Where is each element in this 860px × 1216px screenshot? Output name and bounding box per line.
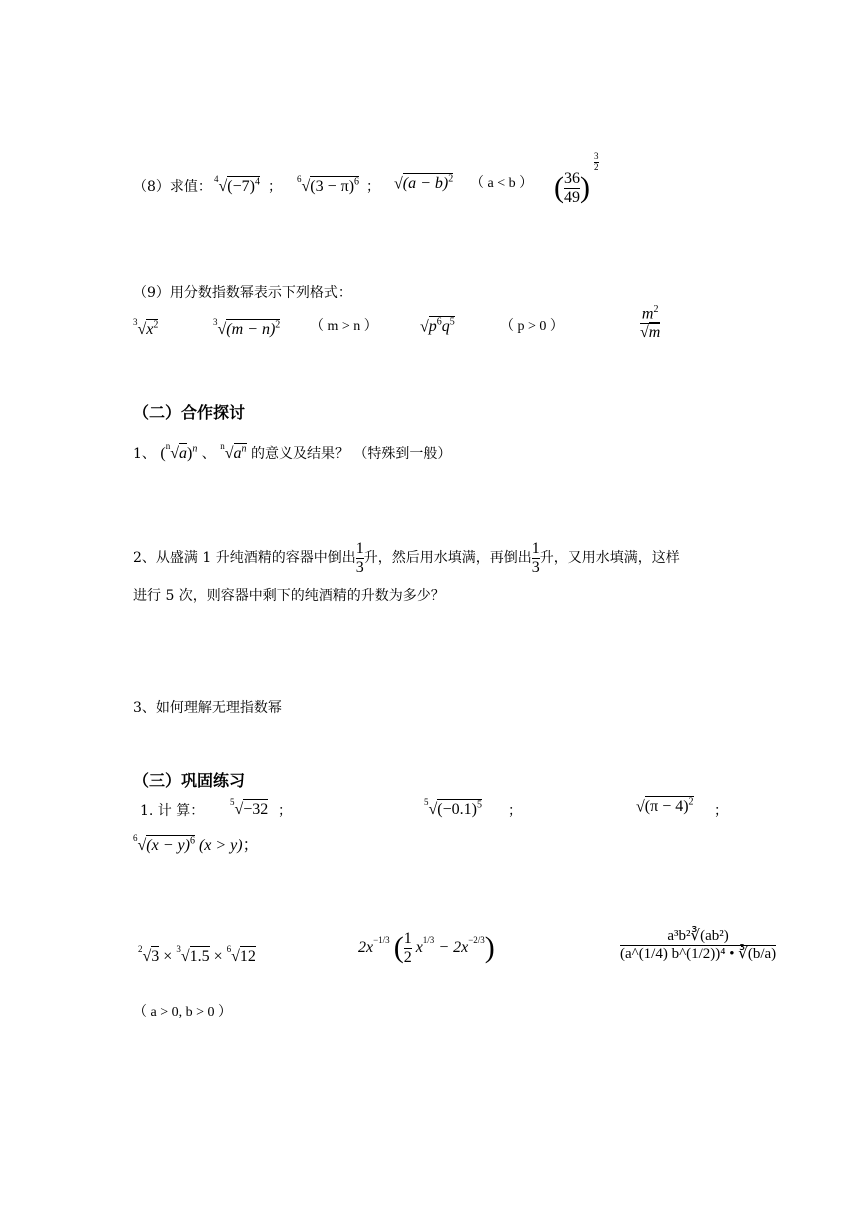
section-2-title: （二）合作探讨	[133, 403, 246, 422]
calc-expr-6: $2x^{-1/3}$ ( $\frac{1}{2}$ $x^{1/3} - 2x^{-2/3}$)	[358, 930, 495, 966]
q8-label: （8）求值：	[133, 179, 212, 195]
calc-semi-2: ；	[508, 803, 522, 819]
q8-expr-1: $^4√(-7)^4$	[214, 174, 260, 195]
calc-semi-1: ；	[278, 803, 292, 819]
sec2-item-2: 2、从盛满 1 升纯酒精的容器中倒出 $\frac{1}{3}$ 升，然后用水填满，再倒出 $\frac{1}{3}$ 升，又用水填满，这样	[133, 540, 680, 576]
calc-expr-2: $^5√(-0.1)^5$	[424, 797, 482, 818]
calc-expr-3: $√(\pi - 4)^2$	[636, 797, 694, 816]
calc-semi-3: ；	[714, 803, 728, 819]
sec2-item-3: 3、如何理解无理指数幂	[133, 700, 282, 716]
section-3-title: （三）巩固练习	[133, 771, 246, 790]
sec2-item-1: 1、 $(^n√a)^n$ 、 $^n√a^n$ 的意义及结果？ （特殊到一般）	[133, 441, 452, 462]
q9-condition-3: （ p > 0 ）	[500, 319, 564, 334]
calc-expr-1: $^5$√−32	[230, 797, 269, 818]
final-condition: （ a > 0, b > 0 ）	[133, 1005, 233, 1020]
q8-expr-3: $√(a - b)^2$	[394, 174, 454, 193]
calc-expr-4: $^6√(x - y)^6$ (x > y)；	[133, 833, 259, 854]
q9-expr-2: $^3√(m - n)^2$	[213, 317, 281, 338]
q9-expr-3: $√p^6q^5$	[420, 317, 455, 336]
calc-expr-7: $\frac{\text{a³b²∛(ab²)}}{\text{(a\textasciicircum{}(1/4) b\textasciicircum{}(1/2))⁴ • ∛(b/a)}}$	[620, 928, 777, 962]
q9-label: （9）用分数指数幂表示下列格式：	[133, 285, 352, 301]
q9-condition-2: （ m > n ）	[310, 319, 378, 334]
q8-expr-2: $^6√(3 - \pi)^6$	[297, 174, 360, 195]
q8-condition: （ a < b ）	[470, 176, 534, 191]
q8-sep-2: ；	[366, 179, 380, 195]
calc-label: 1. 计 算：	[140, 803, 205, 819]
calc-expr-5: $^2$√3 × $^3$√1.5 × $^6$√12	[138, 944, 256, 965]
sec2-item-2-line-2: 进行 5 次，则容器中剩下的纯酒精的升数为多少？	[133, 588, 445, 604]
q9-expr-4: $\frac{m^2}{√m}$	[640, 304, 661, 341]
q8-sep-1: ；	[268, 179, 282, 195]
q8-expr-4: ( $\frac{36}{49}$ ) $\frac{3}{2}$	[554, 151, 599, 206]
q9-expr-1: $^3√x^2$	[133, 317, 159, 338]
